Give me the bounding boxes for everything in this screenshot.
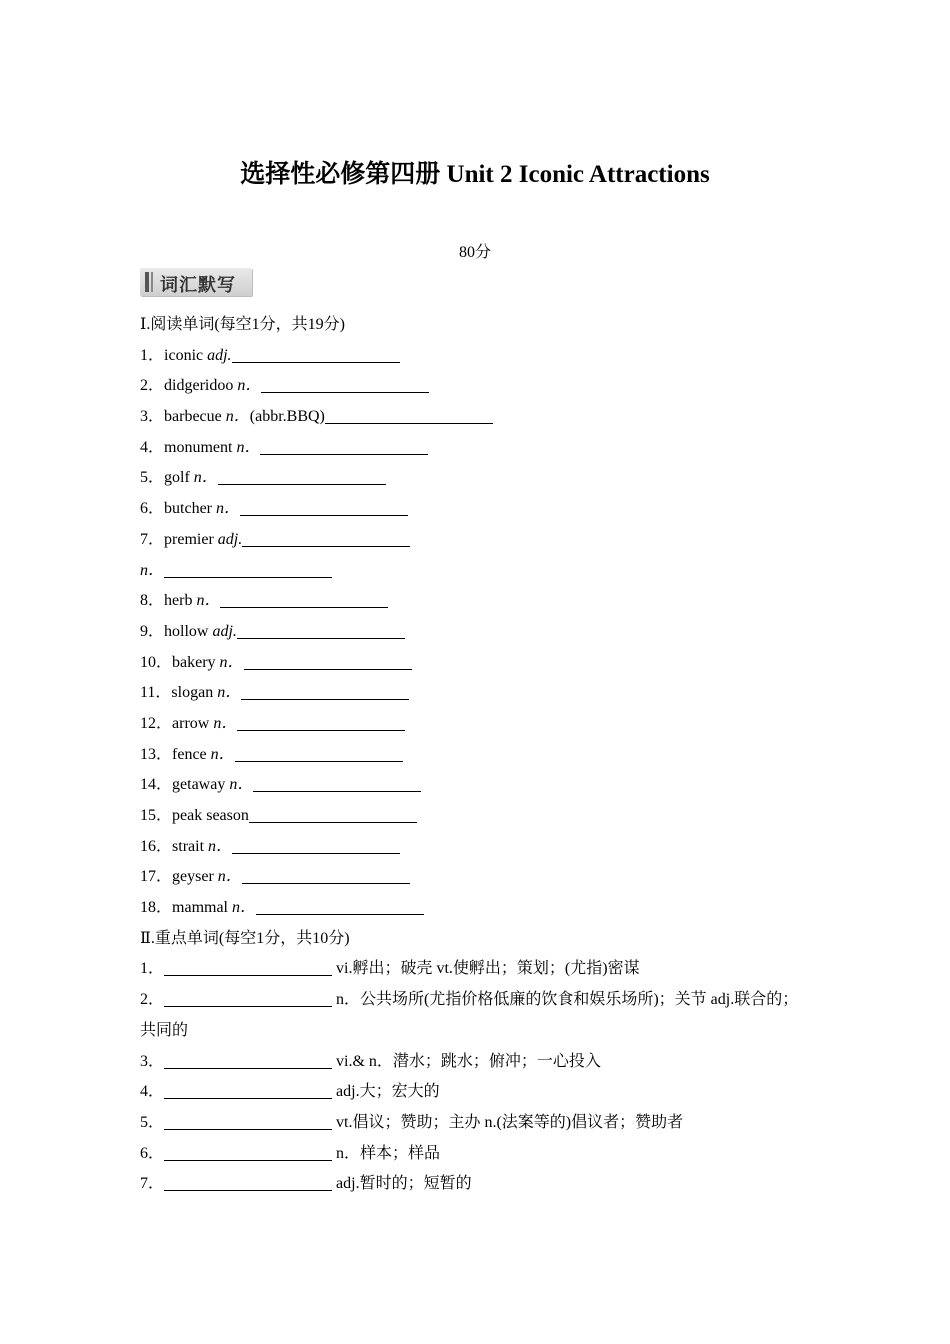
answer-blank[interactable] [164,1051,332,1069]
key-word-item [140,985,830,1016]
item-number: 2． [140,991,165,1009]
item-number: 1． [140,346,165,364]
total-score: 80分 [458,244,491,261]
item-definition: n．公共场所(尤指价格低廉的饮食和娱乐场所)；关节 adj.联合的； [336,991,799,1009]
answer-blank[interactable] [164,560,332,578]
item-number: 7． [140,1175,165,1193]
reading-item [140,433,830,464]
section-badge [140,268,252,296]
answer-blank[interactable] [244,652,412,670]
item-number: 9． [140,622,165,640]
answer-blank[interactable] [242,529,410,547]
answer-blank[interactable] [232,836,400,854]
item-number: 1． [140,960,165,978]
item-word: peak season [172,807,249,824]
item-number: 7． [140,530,165,548]
answer-blank[interactable] [232,345,400,363]
item-word: golf [164,469,190,487]
reading-item [140,801,830,832]
key-word-item [140,954,830,985]
reading-item [140,341,830,372]
answer-blank[interactable] [218,467,386,485]
reading-item [140,740,830,771]
item-word: premier [164,530,214,548]
item-word: butcher [164,500,212,518]
reading-item [140,402,830,433]
item-number: 3． [140,408,165,426]
answer-blank[interactable] [237,621,405,639]
item-pos: n． [140,561,165,579]
item-number: 3． [140,1052,165,1070]
item-number: 5． [140,1113,165,1131]
item-definition-continued: 共同的 [140,1021,189,1039]
reading-item [140,678,830,709]
reading-item [140,525,830,556]
item-word: geyser [172,868,214,886]
key-word-item [140,1139,830,1170]
item-number: 2． [140,377,165,395]
item-pos: n． [236,438,261,456]
item-definition: vi.& n．潜水；跳水；俯冲；一心投入 [336,1052,601,1070]
item-pos: n． [219,653,244,671]
answer-blank[interactable] [325,406,493,424]
answer-blank[interactable] [164,1081,332,1099]
reading-item [140,494,830,525]
key-word-item [140,1169,830,1200]
reading-item [140,556,830,587]
item-pos: n． [217,684,242,702]
item-number: 11． [140,684,172,702]
answer-blank[interactable] [164,989,332,1007]
item-definition: vi.孵出；破壳 vt.使孵出；策划；(尤指)密谋 [336,960,640,978]
item-definition: n．样本；样品 [336,1144,441,1162]
exercise-content [140,310,830,1200]
reading-item [140,586,830,617]
item-number: 10． [140,653,173,671]
item-definition: adj.大；宏大的 [336,1083,440,1101]
reading-item [140,617,830,648]
reading-item [140,709,830,740]
item-word: strait [172,837,205,855]
item-number: 17． [140,868,173,886]
item-pos: n． [193,469,218,487]
item-pos: n． [237,377,262,395]
item-pos: n． [196,592,221,610]
item-number: 6． [140,1144,165,1162]
item-pos: n． [225,408,250,426]
item-definition: adj.暂时的；短暂的 [336,1175,472,1193]
key-word-item [140,1108,830,1139]
answer-blank[interactable] [256,897,424,915]
item-word: iconic [164,346,204,364]
item-pos: adj. [217,530,243,548]
item-pos: n． [217,868,242,886]
item-number: 16． [140,837,173,855]
item-pos: n． [232,899,257,917]
item-word: barbecue [164,408,222,426]
badge-label: 词汇默写 [160,275,236,296]
item-pos: adj. [207,346,232,364]
item-word: monument [164,438,233,456]
answer-blank[interactable] [235,744,403,762]
badge-bar-decoration-thin [151,272,153,292]
answer-blank[interactable] [240,498,408,516]
item-abbreviation: (abbr.BBQ) [249,408,325,426]
item-number: 18． [140,899,173,917]
reading-item [140,893,830,924]
key-word-item [140,1047,830,1078]
item-pos: adj. [212,622,237,640]
item-word: hollow [164,622,209,640]
answer-blank[interactable] [249,805,417,823]
item-word: didgeridoo [164,377,234,395]
reading-item [140,770,830,801]
item-pos: n． [210,745,235,763]
answer-blank[interactable] [164,958,332,976]
item-number: 5． [140,469,165,487]
section2-heading: Ⅱ.重点单词(每空1分，共10分) [140,929,350,947]
item-number: 13． [140,745,173,763]
answer-blank[interactable] [260,437,428,455]
page-title: 选择性必修第四册 Unit 2 Iconic Attractions [240,161,710,188]
reading-item [140,862,830,893]
answer-blank[interactable] [164,1173,332,1191]
answer-blank[interactable] [241,682,409,700]
item-pos: n． [229,776,254,794]
answer-blank[interactable] [220,590,388,608]
reading-item [140,832,830,863]
item-word: slogan [171,684,214,702]
answer-blank[interactable] [164,1143,332,1161]
item-pos: n． [216,500,241,518]
item-word: herb [164,592,193,610]
reading-item [140,648,830,679]
item-word: mammal [172,899,228,917]
item-pos: n． [213,714,238,732]
item-word: arrow [172,714,210,732]
item-definition: vt.倡议；赞助；主办 n.(法案等的)倡议者；赞助者 [336,1113,684,1131]
item-number: 12． [140,714,173,732]
answer-blank[interactable] [242,866,410,884]
item-number: 15． [140,807,173,824]
item-number: 6． [140,500,165,518]
item-number: 4． [140,1083,165,1101]
answer-blank[interactable] [164,1112,332,1130]
reading-item [140,371,830,402]
item-number: 4． [140,438,165,456]
answer-blank[interactable] [253,774,421,792]
answer-blank[interactable] [237,713,405,731]
item-number: 8． [140,592,165,610]
reading-item [140,463,830,494]
answer-blank[interactable] [261,375,429,393]
item-word: fence [172,745,207,763]
item-pos: n． [208,837,233,855]
item-word: bakery [172,653,216,671]
item-number: 14． [140,776,173,794]
badge-bar-decoration [145,272,149,292]
key-word-item [140,1077,830,1108]
item-word: getaway [172,776,226,794]
section1-heading: Ⅰ.阅读单词(每空1分，共19分) [140,316,345,333]
